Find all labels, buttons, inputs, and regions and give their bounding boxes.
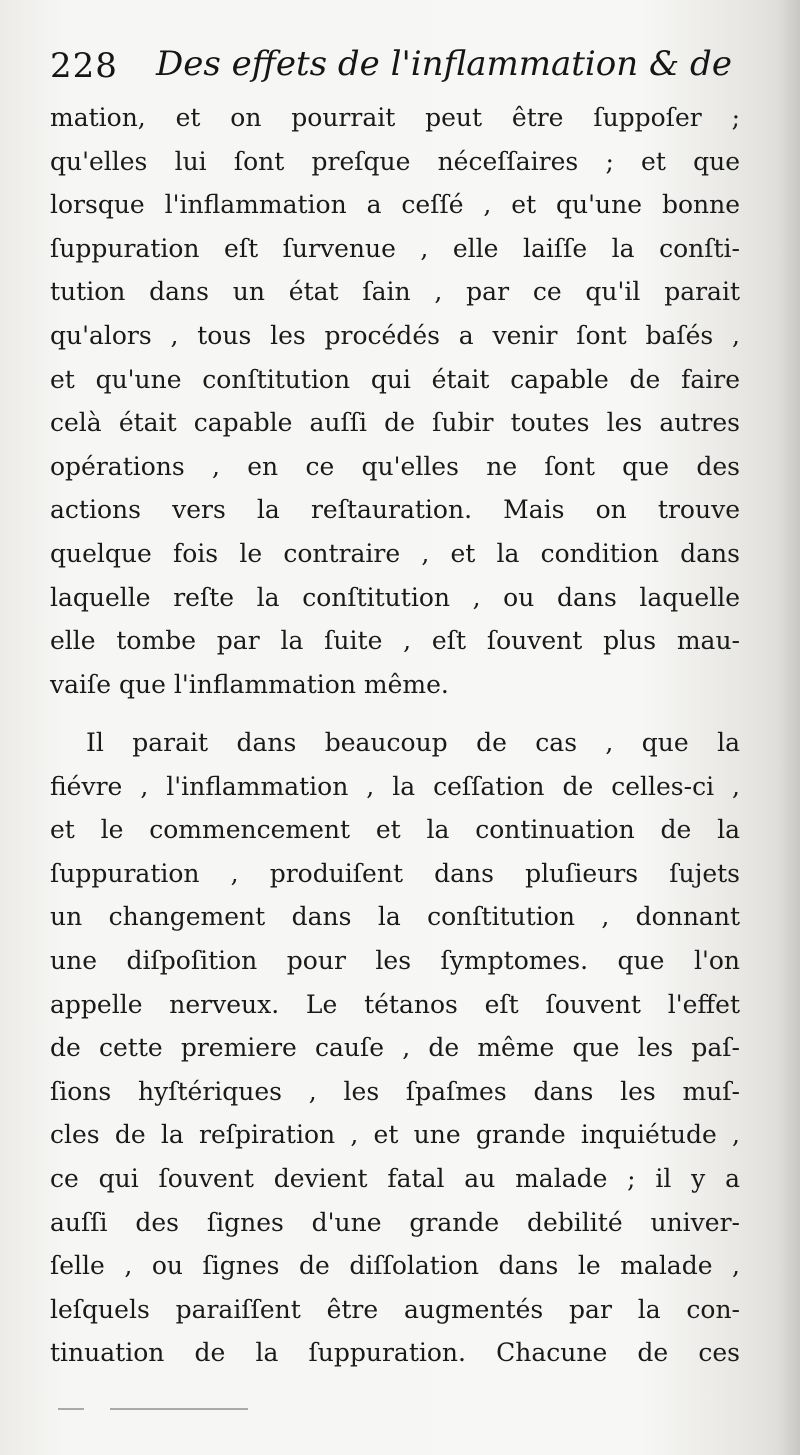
running-head xyxy=(50,42,750,92)
text-line: un changement dans la conſtitution , donnant xyxy=(50,902,740,932)
text-line: de cette premiere cauſe , de même que les paſ- xyxy=(50,1033,740,1063)
text-line: leſquels paraiſſent être augmentés par la con- xyxy=(50,1294,740,1324)
text-line: Il parait dans beaucoup de cas , que la xyxy=(86,728,740,757)
text-line: ſelle , ou ſignes de diſſolation dans le malade , xyxy=(50,1251,740,1281)
text-line: appelle nerveux. Le tétanos eſt ſouvent l'effet xyxy=(50,989,740,1019)
text-line: opérations , en ce qu'elles ne ſont que des xyxy=(50,451,740,481)
text-line: mation, et on pourrait peut être ſuppoſer ; xyxy=(50,103,740,132)
text-line: ſuppuration eſt ſurvenue , elle laiſſe la conſti- xyxy=(50,233,740,263)
text-line: qu'alors , tous les procédés a venir ſont baſés , xyxy=(50,320,740,350)
text-line: vaiſe que l'inflammation même. xyxy=(50,669,449,699)
text-line: qu'elles lui ſont preſque néceſſaires ; et que xyxy=(50,146,740,176)
text-line: tinuation de la ſuppuration. Chacune de ces xyxy=(50,1338,740,1368)
text-line: cles de la reſpiration , et une grande inquiétude , xyxy=(50,1120,740,1150)
running-head-title: Des effets de l'inflammation & de xyxy=(156,44,732,84)
paragraph-1 xyxy=(50,96,740,706)
footer-rule xyxy=(58,1408,248,1410)
text-line: actions vers la reſtauration. Mais on trouve xyxy=(50,495,740,525)
text-line: celà était capable auſſi de ſubir toutes les autres xyxy=(50,408,740,438)
text-line: ſions hyſtériques , les ſpaſmes dans les muſ- xyxy=(50,1076,740,1106)
text-line: et qu'une conſtitution qui était capable de faire xyxy=(50,364,740,394)
text-line: une diſpoſition pour les ſymptomes. que l'on xyxy=(50,945,740,975)
text-line: ſuppuration , produiſent dans pluſieurs ſujets xyxy=(50,858,740,888)
text-line: ce qui ſouvent devient fatal au malade ; il y a xyxy=(50,1163,740,1193)
page-number: 228 xyxy=(50,46,118,86)
text-line: elle tombe par la ſuite , eſt ſouvent plus mau- xyxy=(50,626,740,656)
text-line: et le commencement et la continuation de la xyxy=(50,815,740,845)
page-edge-shadow xyxy=(778,0,800,1455)
text-line: laquelle reſte la conſtitution , ou dans laquelle xyxy=(50,582,740,612)
text-line: quelque fois le contraire , et la condition dans xyxy=(50,538,740,568)
text-line: lorsque l'inflammation a ceſſé , et qu'une bonne xyxy=(50,190,740,220)
text-line: tution dans un état ſain , par ce qu'il parait xyxy=(50,277,740,307)
text-line: fiévre , l'inflammation , la ceſſation de celles-ci , xyxy=(50,771,740,801)
paragraph-2 xyxy=(50,721,740,1375)
text-line: auſſi des ſignes d'une grande debilité univer- xyxy=(50,1207,740,1237)
